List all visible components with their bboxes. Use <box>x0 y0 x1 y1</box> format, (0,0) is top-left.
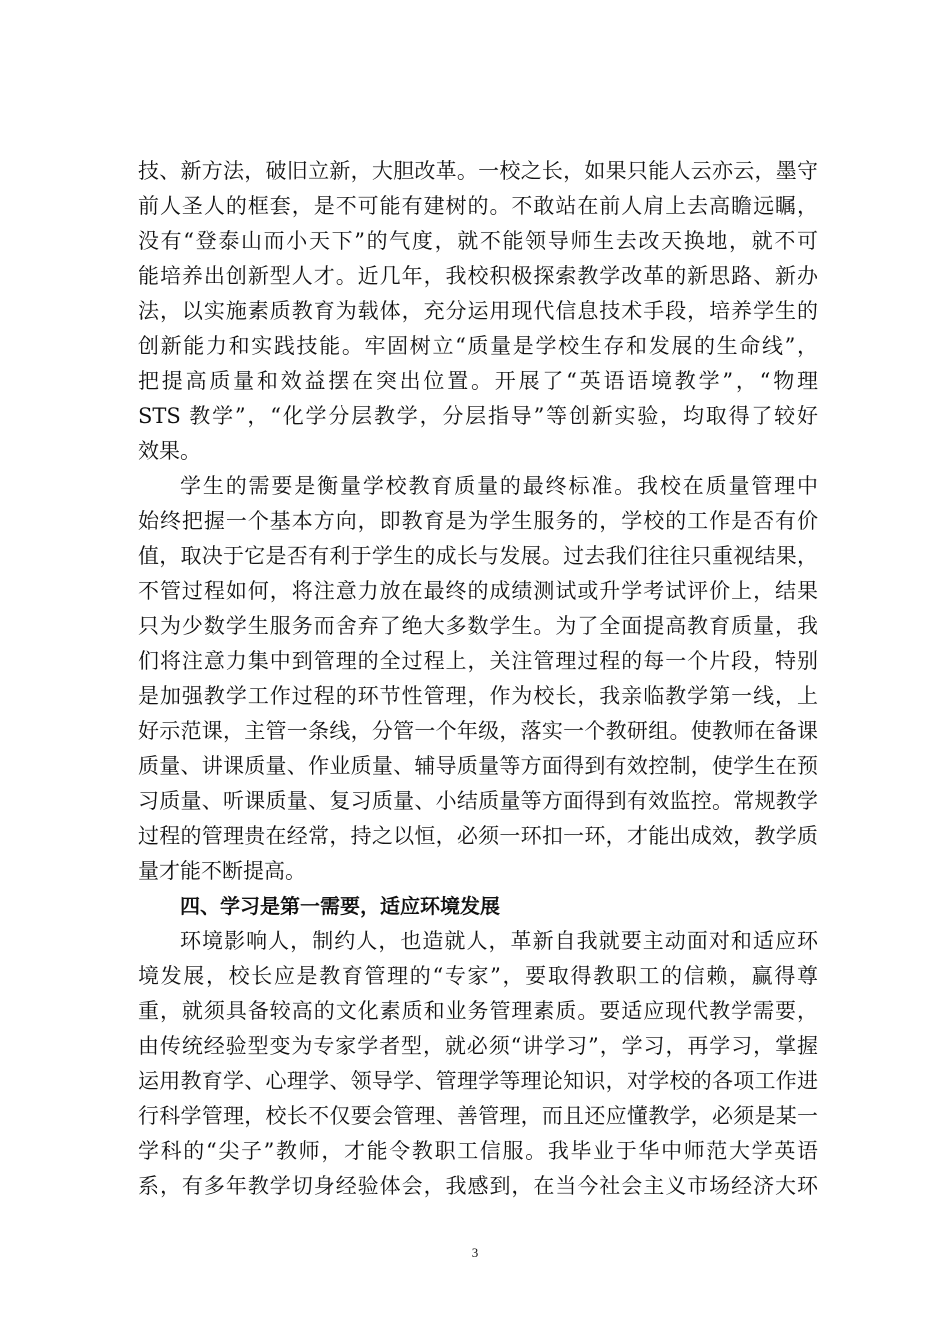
text-line: 法，以实施素质教育为载体，充分运用现代信息技术手段，培养学生的 <box>138 299 818 323</box>
text-line: 是加强教学工作过程的环节性管理，作为校长，我亲临教学第一线，上 <box>138 684 818 708</box>
text-line: 能培养出创新型人才。近几年，我校积极探索教学改革的新思路、新办 <box>138 264 818 288</box>
text-line: 系，有多年教学切身经验体会，我感到，在当今社会主义市场经济大环 <box>138 1174 818 1198</box>
text-line: STS 教学”，“化学分层教学，分层指导”等创新实验，均取得了较好 <box>138 404 818 428</box>
text-line: 由传统经验型变为专家学者型，就必须“讲学习”，学习，再学习，掌握 <box>138 1034 818 1058</box>
text-line: 境发展，校长应是教育管理的“专家”，要取得教职工的信赖，赢得尊 <box>138 964 818 988</box>
text-line: 前人圣人的框套，是不可能有建树的。不敢站在前人肩上去高瞻远瞩， <box>138 194 818 218</box>
text-line: 始终把握一个基本方向，即教育是为学生服务的，学校的工作是否有价 <box>138 509 818 533</box>
text-line: 把提高质量和效益摆在突出位置。开展了“英语语境教学”，“物理 <box>138 369 818 393</box>
text-line: 们将注意力集中到管理的全过程上，关注管理过程的每一个片段，特别 <box>138 649 818 673</box>
text-line: 创新能力和实践技能。牢固树立“质量是学校生存和发展的生命线”， <box>138 334 818 358</box>
text-line: 过程的管理贵在经常，持之以恒，必须一环扣一环，才能出成效，教学质 <box>138 824 818 848</box>
section-heading: 四、学习是第一需要，适应环境发展 <box>180 894 500 918</box>
text-line: 行科学管理，校长不仅要会管理、善管理，而且还应懂教学，必须是某一 <box>138 1104 818 1128</box>
text-line: 没有“登泰山而小天下”的气度，就不能领导师生去改天换地，就不可 <box>138 229 818 253</box>
text-line: 效果。 <box>138 439 201 463</box>
text-line: 技、新方法，破旧立新，大胆改革。一校之长，如果只能人云亦云，墨守 <box>138 159 818 183</box>
text-line: 质量、讲课质量、作业质量、辅导质量等方面得到有效控制，使学生在预 <box>138 754 818 778</box>
page-number: 3 <box>471 1245 479 1260</box>
text-line: 学生的需要是衡量学校教育质量的最终标准。我校在质量管理中 <box>180 474 818 498</box>
text-line: 环境影响人，制约人，也造就人，革新自我就要主动面对和适应环 <box>180 929 818 953</box>
text-line: 好示范课，主管一条线，分管一个年级，落实一个教研组。使教师在备课 <box>138 719 818 743</box>
text-line: 值，取决于它是否有利于学生的成长与发展。过去我们往往只重视结果， <box>138 544 818 568</box>
text-line: 学科的“尖子”教师，才能令教职工信服。我毕业于华中师范大学英语 <box>138 1139 818 1163</box>
text-line: 习质量、听课质量、复习质量、小结质量等方面得到有效监控。常规教学 <box>138 789 818 813</box>
text-line: 量才能不断提高。 <box>138 859 306 883</box>
text-line: 重，就须具备较高的文化素质和业务管理素质。要适应现代教学需要， <box>138 999 818 1023</box>
text-line: 运用教育学、心理学、领导学、管理学等理论知识，对学校的各项工作进 <box>138 1069 818 1093</box>
text-line: 只为少数学生服务而舍弃了绝大多数学生。为了全面提高教育质量，我 <box>138 614 818 638</box>
text-line: 不管过程如何，将注意力放在最终的成绩测试或升学考试评价上，结果 <box>138 579 818 603</box>
